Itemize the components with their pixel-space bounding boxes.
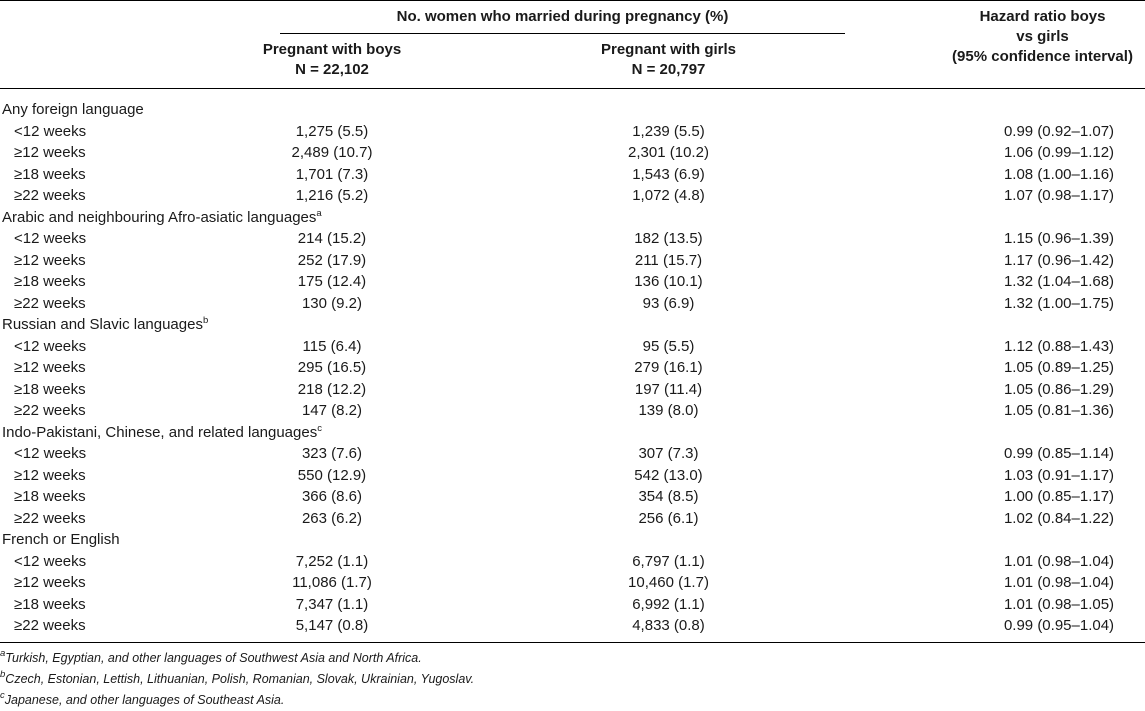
table-row <box>0 293 1145 315</box>
boys-value: 7,252 (1.1) <box>295 552 369 570</box>
girls-value: 182 (13.5) <box>634 230 703 247</box>
header-bottom-rule <box>0 88 1145 89</box>
section-label <box>0 207 322 229</box>
row-label: ≥18 weeks <box>14 165 86 183</box>
boys-value: 130 (9.2) <box>301 294 363 312</box>
table-row <box>0 400 1145 422</box>
row-label: <12 weeks <box>14 552 87 570</box>
girls-value: 197 (11.4) <box>634 380 703 398</box>
hazard-ratio-value: 1.17 (0.96–1.42) <box>1003 251 1115 269</box>
hazard-ratio-value: 0.99 (0.85–1.14) <box>1003 445 1115 462</box>
row-label: ≥18 weeks <box>14 273 86 290</box>
boys-value: 7,347 (1.1) <box>295 595 369 613</box>
row-label: <12 weeks <box>14 445 87 462</box>
table-row <box>0 142 1145 164</box>
row-label: <12 weeks <box>14 230 87 247</box>
boys-value: 1,216 (5.2) <box>295 187 369 204</box>
section-label <box>0 99 282 121</box>
footnote-text: Czech, Estonian, Lettish, Lithuanian, Polish, Romanian, Slovak, Ukrainian, Yugoslav. <box>5 672 475 686</box>
boys-value: 1,701 (7.3) <box>295 165 369 183</box>
boys-value: 263 (6.2) <box>301 509 363 527</box>
hazard-ratio-value: 1.05 (0.81–1.36) <box>1003 402 1115 419</box>
hazard-ratio-value: 1.02 (0.84–1.22) <box>1003 509 1115 527</box>
table-row <box>0 271 1145 293</box>
boys-value: 147 (8.2) <box>301 402 363 419</box>
section-label-text: Any foreign language <box>2 101 144 118</box>
boys-value: 2,489 (10.7) <box>291 144 373 161</box>
footnote-text: Japanese, and other languages of Southeast Asia. <box>4 693 285 707</box>
footnote-marker: a <box>316 207 322 219</box>
girls-value: 211 (15.7) <box>634 251 703 269</box>
table-row <box>0 443 1145 465</box>
section-label-text: Russian and Slavic languages <box>2 316 203 333</box>
section-label <box>0 529 282 551</box>
girls-value: 279 (16.1) <box>634 359 703 376</box>
table-row <box>0 357 1145 379</box>
boys-value: 1,275 (5.5) <box>295 122 369 140</box>
girls-value: 10,460 (1.7) <box>628 574 709 591</box>
boys-value: 115 (6.4) <box>302 337 362 355</box>
footnotes <box>0 648 1145 710</box>
section-header-row <box>0 314 1145 336</box>
row-label: ≥18 weeks <box>14 595 86 613</box>
table-row <box>0 465 1145 487</box>
section-header-row <box>0 99 1145 121</box>
girls-value: 354 (8.5) <box>638 488 699 505</box>
table-row <box>0 486 1145 508</box>
girls-value: 542 (13.0) <box>634 466 703 484</box>
hazard-ratio-line1: Hazard ratio boys <box>979 8 1106 25</box>
hazard-ratio-value: 1.12 (0.88–1.43) <box>1003 337 1115 355</box>
boys-value: 175 (12.4) <box>297 273 367 290</box>
boys-value: 252 (17.9) <box>297 251 367 269</box>
row-label: ≥18 weeks <box>14 488 86 505</box>
boys-value: 295 (16.5) <box>297 359 367 376</box>
boys-value: 11,086 (1.7) <box>292 574 372 591</box>
girls-value: 6,797 (1.1) <box>632 552 705 570</box>
boys-value: 214 (15.2) <box>297 230 367 247</box>
table-row <box>0 572 1145 594</box>
footnote <box>0 648 422 669</box>
table-body <box>0 99 1145 639</box>
table-row <box>0 185 1145 207</box>
hazard-ratio-value: 1.01 (0.98–1.05) <box>1003 595 1115 613</box>
hazard-ratio-value: 1.05 (0.86–1.29) <box>1003 380 1115 398</box>
girls-column-title: Pregnant with girls <box>600 41 736 58</box>
table-row <box>0 336 1145 358</box>
table-row <box>0 551 1145 573</box>
section-header-row <box>0 529 1145 551</box>
table-row <box>0 594 1145 616</box>
girls-column-n: N = 20,797 <box>631 61 706 78</box>
hazard-ratio-value: 1.06 (0.99–1.12) <box>1003 144 1115 161</box>
table-row <box>0 615 1145 637</box>
table-bottom-rule <box>0 642 1145 643</box>
table-row <box>0 121 1145 143</box>
boys-value: 323 (7.6) <box>301 445 363 462</box>
table-row <box>0 508 1145 530</box>
hazard-ratio-value: 1.08 (1.00–1.16) <box>1003 165 1115 183</box>
girls-value: 1,239 (5.5) <box>632 122 705 140</box>
hazard-ratio-value: 1.32 (1.04–1.68) <box>1003 273 1115 290</box>
table-row <box>0 379 1145 401</box>
section-header-row <box>0 422 1145 444</box>
girls-value: 93 (6.9) <box>642 294 695 312</box>
row-label: ≥12 weeks <box>14 466 86 484</box>
hazard-ratio-value: 1.03 (0.91–1.17) <box>1003 466 1115 484</box>
table-row <box>0 228 1145 250</box>
row-label: ≥12 weeks <box>14 251 86 269</box>
boys-column-header <box>240 40 424 80</box>
section-label-text: Arabic and neighbouring Afro-asiatic languages <box>2 208 317 226</box>
row-label: ≥12 weeks <box>14 574 86 591</box>
girls-value: 1,072 (4.8) <box>632 187 705 204</box>
table-row <box>0 164 1145 186</box>
section-label-text: French or English <box>2 531 120 548</box>
boys-column-n: N = 22,102 <box>295 61 369 78</box>
group-underline <box>280 33 845 34</box>
hazard-ratio-value: 1.01 (0.98–1.04) <box>1003 574 1115 591</box>
group-header: No. women who married during pregnancy (%) <box>396 8 729 25</box>
boys-value: 550 (12.9) <box>297 466 367 484</box>
hazard-ratio-line3: (95% confidence interval) <box>952 48 1133 65</box>
hazard-ratio-header <box>940 7 1145 67</box>
footnote-mark: c <box>0 690 5 701</box>
hazard-ratio-value: 0.99 (0.95–1.04) <box>1003 617 1115 634</box>
footnote-marker: c <box>317 422 322 434</box>
girls-value: 6,992 (1.1) <box>632 595 705 613</box>
footnote-mark: b <box>0 669 6 680</box>
girls-value: 139 (8.0) <box>638 402 699 419</box>
girls-value: 1,543 (6.9) <box>632 165 705 183</box>
section-label-text: Indo-Pakistani, Chinese, and related languages <box>2 423 318 441</box>
footnote-text: Turkish, Egyptian, and other languages of Southwest Asia and North Africa. <box>5 651 422 665</box>
boys-value: 5,147 (0.8) <box>295 617 369 634</box>
footnote-marker: b <box>202 315 209 326</box>
footnote <box>0 669 474 690</box>
row-label: ≥22 weeks <box>14 187 86 204</box>
hazard-ratio-value: 1.15 (0.96–1.39) <box>1003 230 1115 247</box>
girls-value: 307 (7.3) <box>638 445 699 462</box>
row-label: ≥22 weeks <box>14 509 86 527</box>
boys-value: 366 (8.6) <box>301 488 363 505</box>
footnote-mark: a <box>0 648 6 659</box>
hazard-ratio-value: 1.01 (0.98–1.04) <box>1003 552 1115 570</box>
girls-value: 4,833 (0.8) <box>632 617 705 634</box>
section-label <box>0 422 322 444</box>
hazard-ratio-value: 1.07 (0.98–1.17) <box>1003 187 1115 204</box>
table-row <box>0 250 1145 272</box>
section-label <box>0 314 282 336</box>
girls-value: 256 (6.1) <box>638 509 699 527</box>
girls-value: 136 (10.1) <box>634 273 703 290</box>
hazard-ratio-value: 1.00 (0.85–1.17) <box>1003 488 1115 505</box>
boys-value: 218 (12.2) <box>297 380 367 398</box>
row-label: ≥12 weeks <box>14 359 86 376</box>
girls-column-header <box>563 40 774 80</box>
hazard-ratio-line2: vs girls <box>1016 28 1069 45</box>
top-rule <box>0 0 1145 1</box>
boys-column-title: Pregnant with boys <box>262 41 402 58</box>
hazard-ratio-value: 1.32 (1.00–1.75) <box>1003 294 1115 312</box>
footnote <box>0 690 284 711</box>
row-label: ≥22 weeks <box>14 294 86 312</box>
hazard-ratio-value: 0.99 (0.92–1.07) <box>1003 122 1115 140</box>
section-header-row <box>0 207 1145 229</box>
hazard-ratio-value: 1.05 (0.89–1.25) <box>1003 359 1115 376</box>
row-label: ≥22 weeks <box>14 402 86 419</box>
row-label: <12 weeks <box>14 337 87 355</box>
row-label: <12 weeks <box>14 122 87 140</box>
girls-value: 2,301 (10.2) <box>628 144 709 161</box>
girls-value: 95 (5.5) <box>642 337 695 355</box>
row-label: ≥12 weeks <box>14 144 86 161</box>
row-label: ≥18 weeks <box>14 380 86 398</box>
row-label: ≥22 weeks <box>14 617 86 634</box>
